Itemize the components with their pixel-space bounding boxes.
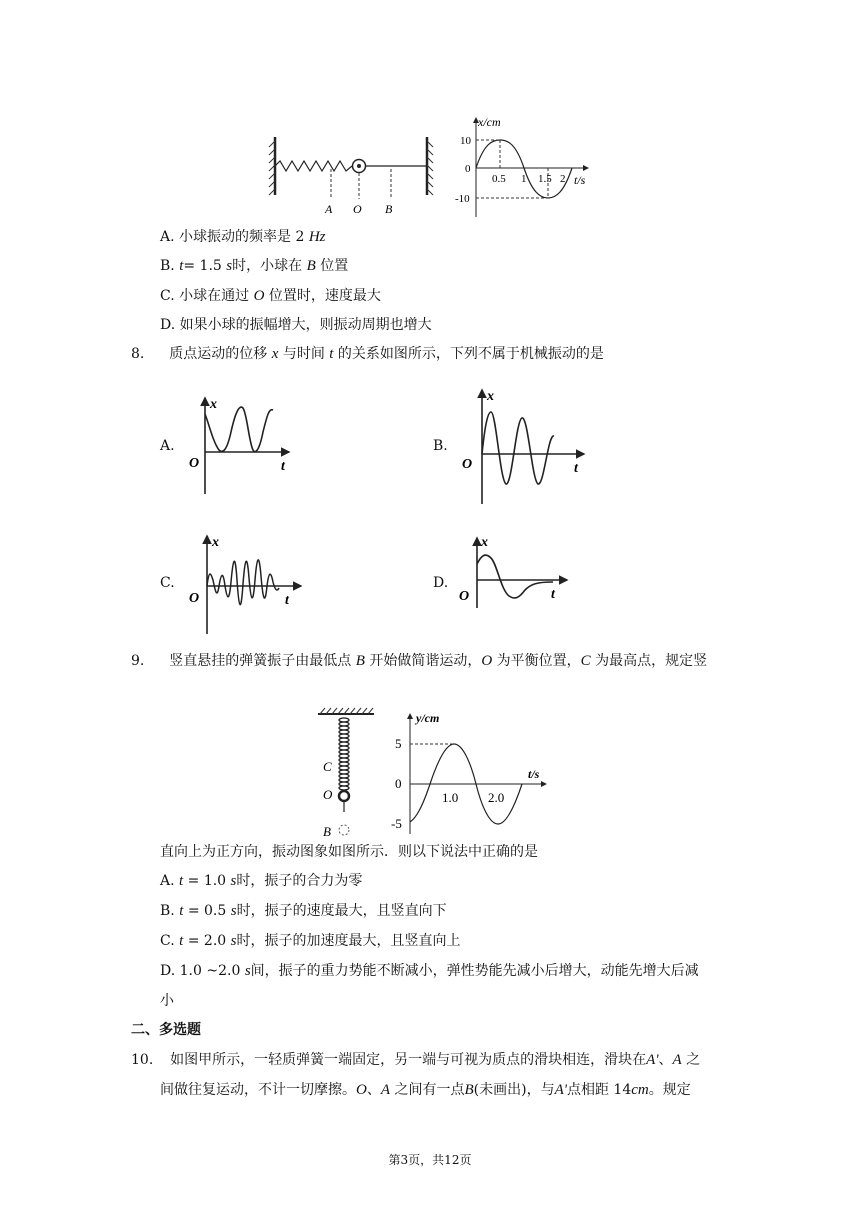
page-footer: 第3页，共12页 xyxy=(388,1153,472,1167)
q7-option-c: C. 小球在通过 O 位置时，速度最大 xyxy=(160,288,381,304)
q8-a-xaxis: t xyxy=(281,459,285,474)
q8-d-yaxis: x xyxy=(481,535,488,550)
q10-line2: 间做往复运动，不计一切摩擦。O、A 之间有一点B(未画出)，与A'点相距 14cm。规定 xyxy=(160,1082,691,1098)
q9-ytick-neg5: -5 xyxy=(391,816,402,831)
q7-ytick-neg10: -10 xyxy=(455,193,470,205)
q8-c-yaxis: x xyxy=(212,535,219,550)
q9-ytick-0: 0 xyxy=(395,776,402,791)
q8-stem: 8. 质点运动的位移 x 与时间 t 的关系如图所示，下列不属于机械振动的是 xyxy=(131,346,604,362)
q8-a-yaxis: x xyxy=(210,397,217,412)
q8-a-origin: O xyxy=(189,456,200,471)
q9-option-a: A. t = 1.0 s时，振子的合力为零 xyxy=(160,873,363,889)
q9-ytick-5: 5 xyxy=(395,736,402,751)
q7-xtick-0.5: 0.5 xyxy=(492,173,506,185)
q9-number: 9. xyxy=(131,653,145,669)
q7-option-b: B. t= 1.5 s时，小球在 B 位置 xyxy=(160,258,349,274)
q7-graph-xlabel: t/s xyxy=(574,173,586,187)
q8-option-c-graph xyxy=(185,530,305,636)
q8-b-origin: O xyxy=(462,457,473,472)
q9-spring-figure xyxy=(312,706,382,841)
q7-label-a: A xyxy=(325,202,333,216)
q8-b-xaxis: t xyxy=(574,461,578,476)
q7-option-a: A. 小球振动的频率是 2 Hz xyxy=(160,229,326,245)
q7-xtick-1.5: 1.5 xyxy=(538,173,552,185)
q8-option-a-label: A. xyxy=(160,438,175,454)
q7-graph-ylabel: x/cm xyxy=(478,115,501,129)
q9-option-d-continued: 小 xyxy=(160,993,174,1009)
q10-number: 10. xyxy=(131,1052,154,1068)
q8-option-b-graph xyxy=(458,384,588,506)
q8-c-origin: O xyxy=(189,591,200,606)
q8-d-xaxis: t xyxy=(551,587,555,602)
q8-d-origin: O xyxy=(459,589,470,604)
q7-label-o: O xyxy=(353,202,362,216)
q8-option-d-graph xyxy=(455,534,575,610)
q9-option-c: C. t = 2.0 s时，振子的加速度最大，且竖直向上 xyxy=(160,933,461,949)
q8-option-b-label: B. xyxy=(433,438,448,454)
q9-option-d: D. 1.0 ~2.0 s间，振子的重力势能不断减小，弹性势能先减小后增大，动能先增大后减 xyxy=(160,963,699,979)
q9-label-c: C xyxy=(323,759,332,774)
q7-xtick-2: 2 xyxy=(560,173,566,185)
q9-label-b: B xyxy=(323,824,331,839)
q7-ytick-0: 0 xyxy=(465,163,471,175)
q8-b-yaxis: x xyxy=(487,389,494,404)
q8-option-c-label: C. xyxy=(160,575,175,591)
q9-xtick-1.0: 1.0 xyxy=(442,790,459,805)
q8-option-a-graph xyxy=(183,392,293,497)
q7-xt-graph xyxy=(452,112,597,220)
q10-line1: 10. 如图甲所示，一轻质弹簧一端固定，另一端与可视为质点的滑块相连，滑块在A'、A 之 xyxy=(131,1052,701,1068)
q9-graph-ylabel: y/cm xyxy=(416,711,440,725)
section-title-multiple-choice: 二、多选题 xyxy=(131,1022,201,1038)
q9-xtick-2.0: 2.0 xyxy=(488,790,505,805)
q7-option-d: D. 如果小球的振幅增大，则振动周期也增大 xyxy=(160,317,432,333)
q7-spring-figure xyxy=(265,135,435,220)
q9-option-b: B. t = 0.5 s时，振子的速度最大，且竖直向下 xyxy=(160,903,447,919)
q8-number: 8. xyxy=(131,346,145,362)
q7-xtick-1: 1 xyxy=(521,173,527,185)
q9-stem-continued: 直向上为正方向，振动图象如图所示．则以下说法中正确的是 xyxy=(160,844,538,860)
q9-yt-graph xyxy=(390,708,550,836)
q9-stem: 9. 竖直悬挂的弹簧振子由最低点 B 开始做简谐运动，O 为平衡位置，C 为最高点，规定竖 xyxy=(131,653,708,669)
q8-c-xaxis: t xyxy=(285,593,289,608)
q7-ytick-10: 10 xyxy=(460,135,471,147)
q7-label-b: B xyxy=(385,202,393,216)
q9-graph-xlabel: t/s xyxy=(528,767,540,781)
q9-label-o: O xyxy=(323,787,333,802)
q8-option-d-label: D. xyxy=(433,575,449,591)
